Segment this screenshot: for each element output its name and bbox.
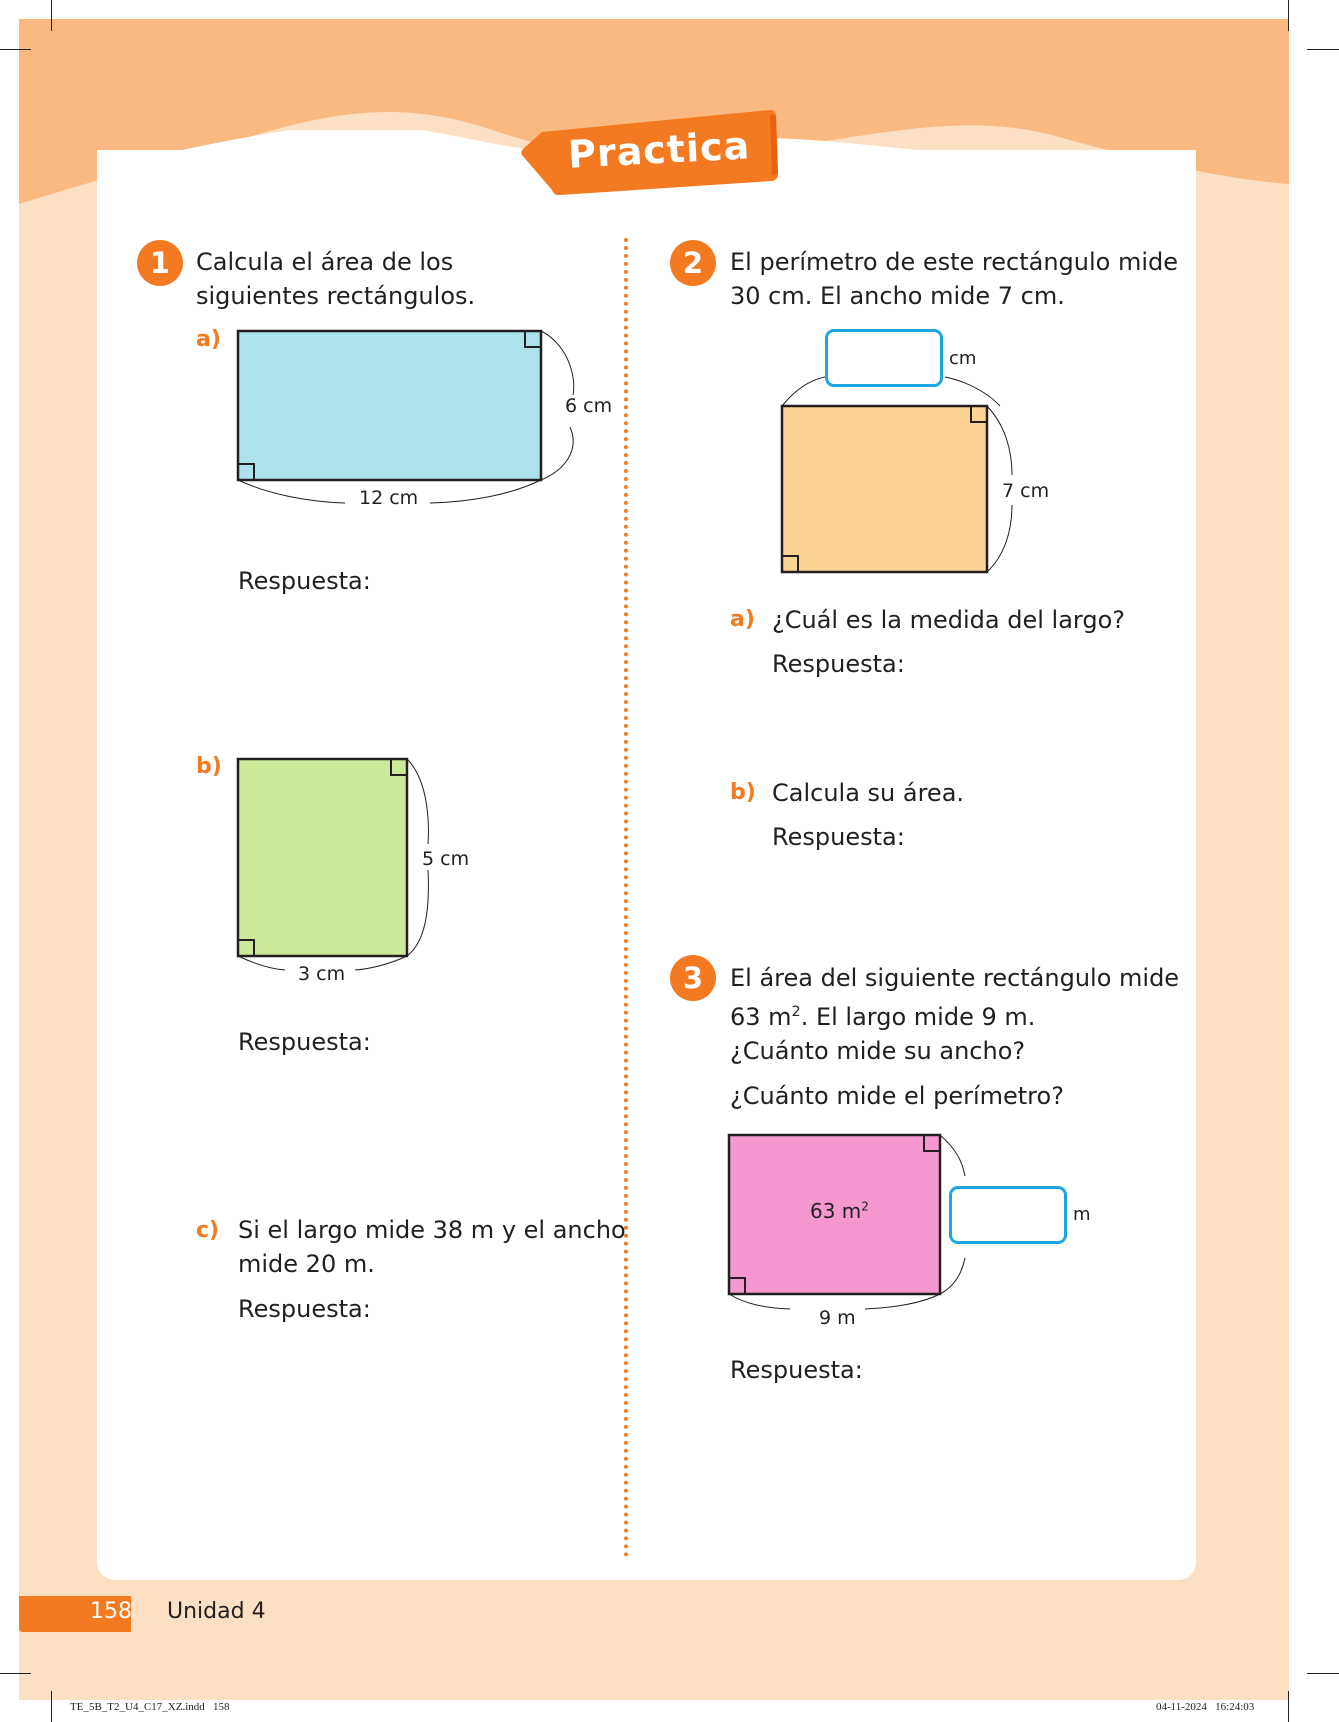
answer-label: Respuesta: [772, 650, 905, 678]
exercise3-prompt-line1: El área del siguiente rectángulo mide [730, 964, 1180, 992]
rect-2-height-label: 7 cm [998, 480, 1053, 502]
crop-mark [1307, 1673, 1339, 1674]
length-answer-box[interactable] [825, 329, 943, 387]
page-number: 158 [90, 1599, 132, 1624]
answer-label: Respuesta: [772, 823, 905, 851]
part-b-label: b) [196, 754, 222, 779]
exercise1-prompt-line2: siguientes rectángulos. [196, 282, 476, 310]
crop-mark [1288, 0, 1289, 31]
exercise2-prompt-line2: 30 cm. El ancho mide 7 cm. [730, 282, 1065, 310]
part-b-label: b) [730, 780, 756, 805]
part-c-label: c) [196, 1218, 220, 1243]
exercise2-prompt-line1: El perímetro de este rectángulo mide [730, 248, 1179, 276]
exercise3-prompt-line2 [730, 995, 1035, 1034]
print-slug-file: TE_5B_T2_U4_C17_XZ.indd 158 [70, 1701, 230, 1713]
crop-mark [1288, 1691, 1289, 1722]
area-label-value: 63 m [810, 1199, 862, 1223]
rect-b-height-label: 5 cm [418, 848, 473, 870]
answer-label: Respuesta: [238, 1295, 371, 1323]
rect-a-width-label: 12 cm [355, 487, 422, 509]
crop-mark [51, 0, 52, 31]
length-unit-label: cm [945, 348, 980, 369]
answer-label: Respuesta: [730, 1356, 863, 1384]
column-divider [624, 238, 628, 1558]
rect-b-width-label: 3 cm [294, 963, 349, 985]
area-exponent: 2 [791, 1004, 801, 1020]
part-c-line1: Si el largo mide 38 m y el ancho [238, 1216, 626, 1244]
part-a-question: ¿Cuál es la medida del largo? [772, 606, 1126, 634]
crop-mark [0, 49, 31, 50]
rectangle-b-diagram [230, 752, 490, 992]
crop-mark [1307, 49, 1339, 50]
exercise1-prompt-line1: Calcula el área de los [196, 248, 454, 276]
rect-a-height-label: 6 cm [561, 395, 616, 417]
exercise3-question2: ¿Cuánto mide el perímetro? [730, 1082, 1064, 1110]
part-a-label: a) [730, 607, 755, 632]
rect-3-width-label: 9 m [815, 1307, 860, 1329]
area-value: 63 m [730, 1003, 792, 1031]
width-answer-box[interactable] [949, 1186, 1067, 1244]
answer-label: Respuesta: [238, 1028, 371, 1056]
print-slug-date: 04-11-2024 16:24:03 [1156, 1701, 1255, 1713]
exercise-number-badge: 1 [137, 240, 183, 286]
area-label [810, 1199, 869, 1223]
unit-label: Unidad 4 [167, 1599, 266, 1624]
crop-mark [0, 1673, 31, 1674]
rectangle-2-diagram [770, 370, 1030, 580]
width-unit-label: m [1069, 1204, 1095, 1225]
answer-label: Respuesta: [238, 567, 371, 595]
section-title: Practica [566, 123, 752, 177]
exercise-number-badge: 2 [670, 240, 716, 286]
exercise-number-badge: 3 [670, 955, 716, 1001]
part-b-question: Calcula su área. [772, 779, 965, 807]
part-a-label: a) [196, 327, 221, 352]
part-c-line2: mide 20 m. [238, 1250, 375, 1278]
area-label-exponent: 2 [861, 1199, 869, 1214]
length-statement: . El largo mide 9 m. [800, 1003, 1036, 1031]
exercise3-question1: ¿Cuánto mide su ancho? [730, 1037, 1026, 1065]
crop-mark [51, 1691, 52, 1722]
